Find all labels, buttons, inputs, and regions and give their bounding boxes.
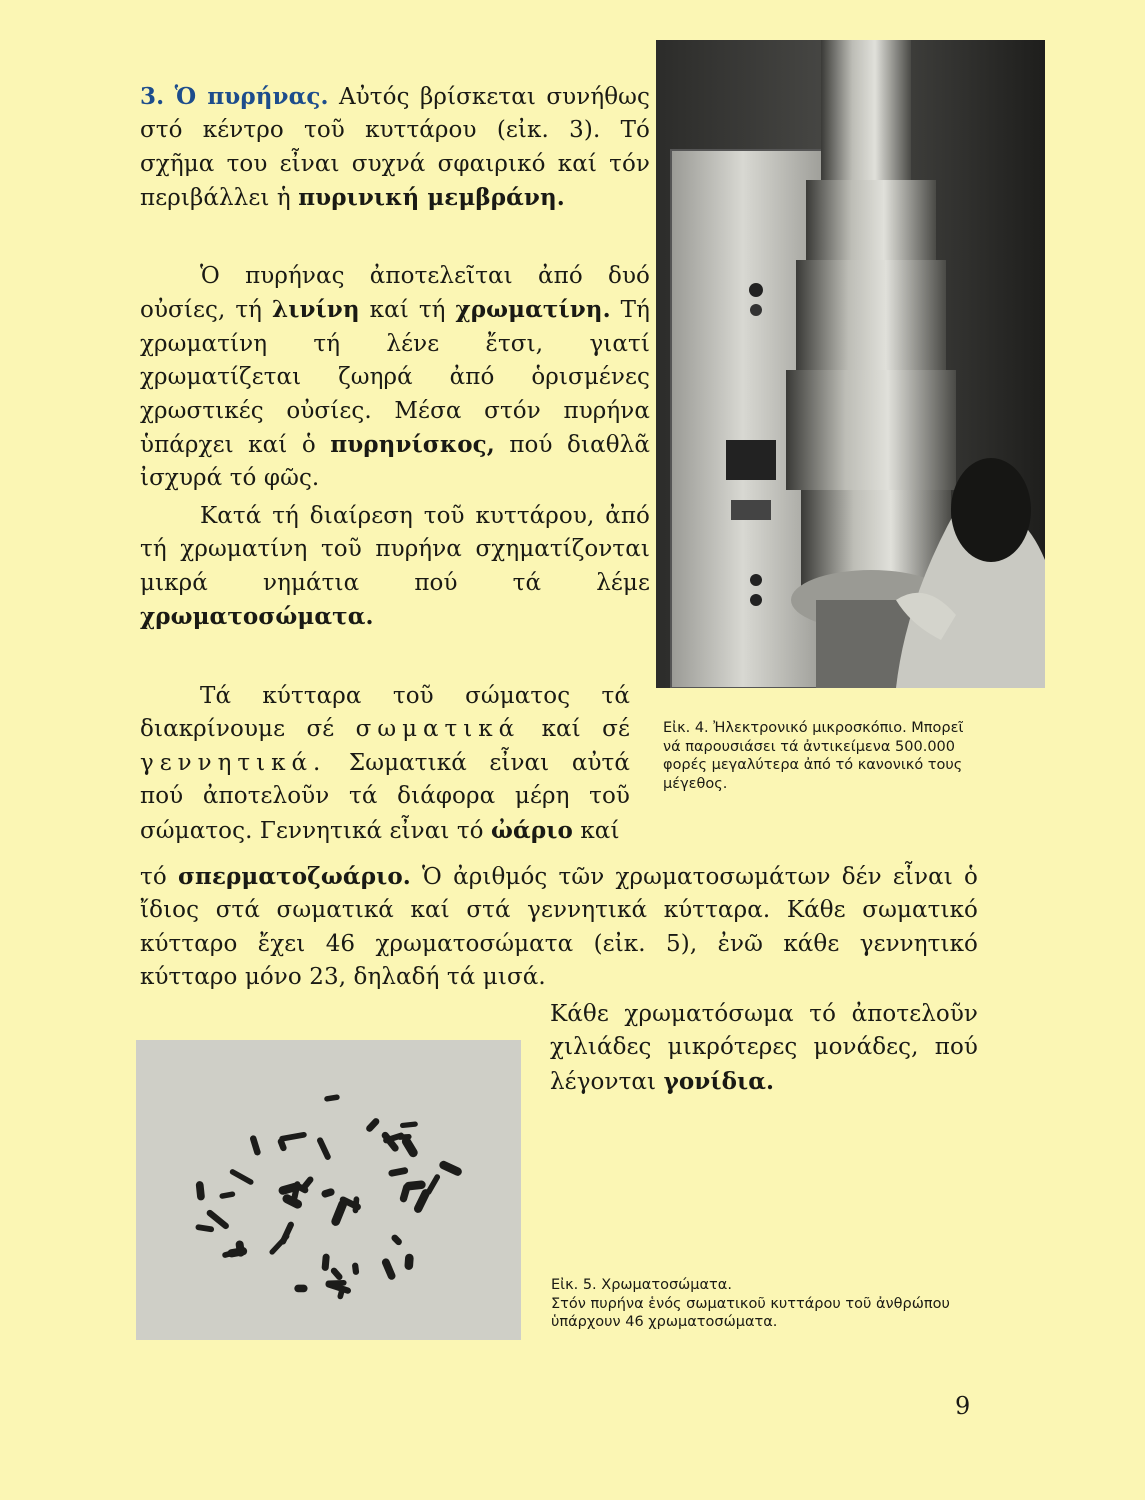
electron-microscope-image [656, 40, 1045, 688]
paragraph-4 [140, 680, 630, 848]
chromatin-term: χρωματίνη. [455, 296, 611, 324]
paragraph-4-text-b: καί σέ [520, 716, 630, 743]
germ-term: γεννητικά. [140, 749, 327, 776]
ovum-term: ὠάριο [491, 816, 573, 844]
page-number: 9 [955, 1392, 971, 1420]
paragraph-3 [140, 500, 650, 635]
chromosome-speck [404, 1253, 414, 1270]
chromosomes-term: χρωματοσώματα. [140, 603, 374, 631]
figure-5-caption-title: Εἰκ. 5. Χρωματοσώματα. [551, 1277, 732, 1293]
spermatozoon-term: σπερματοζωάριο. [177, 863, 411, 890]
somatic-term: σωματικά [355, 716, 521, 743]
paragraph-5-text: Ὁ ἀριθμός τῶν χρωματοσωμάτων δέν εἶναι ὁ ἴδιος στά σωματικά καί στά γεννητικά κύτταρα. Κάθε σωματικό κύτταρο ἔχει 46 χρωματοσώματα (εἰκ. 5), ἐνῶ κάθε γεννητικό κύτταρο μόνο 23, δηλαδή τά μισά. [140, 864, 978, 991]
figure-5-caption [551, 1276, 981, 1332]
figure-4-caption: Εἰκ. 4. Ἠλεκτρονικό μικροσκόπιο. Μπορεῖ νά παρουσιάσει τά ἀντικείμενα 500.000 φορές μεγαλύτερα ἀπό τό κανονικό τους μέγεθος. [663, 720, 964, 792]
paragraph-2-text-b: καί τή [359, 297, 456, 324]
paragraph-2-text-d: πού διαθλᾶ ἰσχυρά τό φῶς. [140, 432, 650, 492]
electron-microscope-photo [656, 40, 1045, 688]
paragraph-5 [140, 860, 978, 995]
nucleus-section [140, 80, 650, 216]
figure-5-caption-text: Στόν πυρήνα ἑνός σωματικοῦ κυττάρου τοῦ ἀνθρώπου ὑπάρχουν 46 χρωματοσώματα. [551, 1295, 950, 1330]
paragraph-2 [140, 260, 650, 496]
chromosomes-image [136, 1040, 521, 1340]
paragraph-3-text: Κατά τή διαίρεση τοῦ κυττάρου, ἀπό τή χρωματίνη τοῦ πυρήνα σχηματίζονται μικρά νημάτια πού τά λέμε [140, 503, 650, 596]
paragraph-1-text: Αὐτός βρίσκεται συνήθως στό κέντρο τοῦ κυττάρου (εἰκ. 3). Τό σχῆμα του εἶναι συχνά σφαιρικό καί τόν περιβάλλει ἡ [140, 84, 650, 212]
paragraph-6 [550, 998, 978, 1099]
paragraph-2-text-a: Ὁ πυρήνας ἀποτελεῖται ἀπό δυό οὐσίες, τή [140, 263, 650, 324]
chromosomes-photo [136, 1040, 521, 1340]
section-title: Ὁ πυρήνας. [174, 83, 329, 110]
chromosome-speck [294, 1285, 307, 1293]
section-number: 3. [140, 83, 165, 110]
paragraph-4-text-a: Τά κύτταρα τοῦ σώματος τά διακρίνουμε σέ [140, 683, 630, 743]
paragraph-4-text-c: Σωματικά εἶναι αὐτά πού ἀποτελοῦν τά διάφορα μέρη τοῦ σώματος. Γεννητικά εἶναι τό [140, 749, 630, 844]
linin-term: λινίνη [272, 296, 360, 324]
nuclear-membrane-term: πυρινική μεμβράνη. [298, 184, 565, 212]
paragraph-6-text: Κάθε χρωματόσωμα τό ἀποτελοῦν χιλιάδες μικρότερες μονάδες, πού λέγονται [550, 1001, 978, 1095]
paragraph-2-text-c: Τή χρωματίνη τή λένε ἔτσι, γιατί χρωματίζεται ζωηρά ἀπό ὁρισμένες χρωστικές οὐσίες. Μέσα στόν πυρήνα ὑπάρχει καί ὁ [140, 297, 650, 459]
paragraph-4-text-d: καί [572, 817, 620, 844]
paragraph-5-text-pre: τό [140, 864, 178, 890]
nucleolus-term: πυρηνίσκος, [330, 431, 495, 459]
genes-term: γονίδια. [663, 1067, 775, 1095]
chromosome-speck [397, 1134, 412, 1140]
